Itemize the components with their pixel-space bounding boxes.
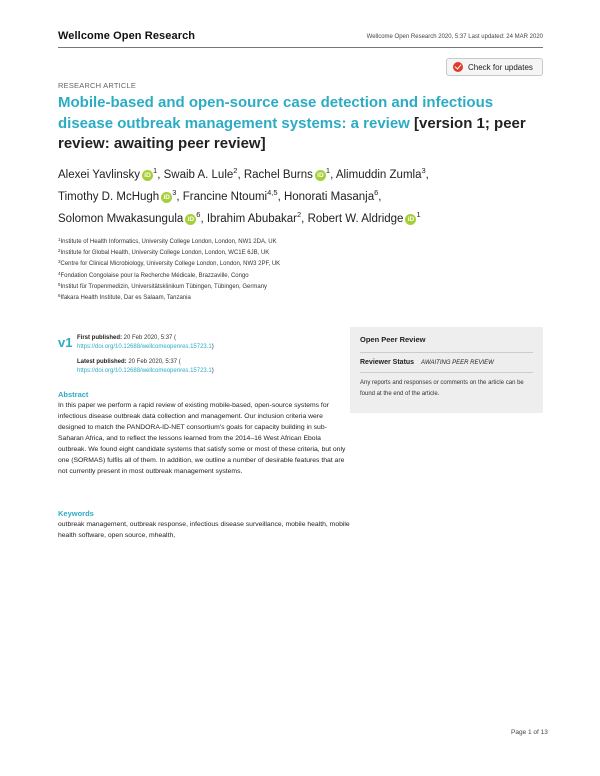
journal-brand: Wellcome Open Research [58,30,196,42]
header-meta: Wellcome Open Research 2020, 5:37 Last updated: 24 MAR 2020 [366,34,543,40]
title-main: Mobile-based and open-source case detection and infectious disease outbreak management systems: a review [58,94,494,132]
affiliation-num: 5 [58,281,61,287]
affiliation [58,248,280,259]
orcid-icon[interactable]: iD [161,192,172,203]
latest-published-doi-link[interactable]: https://doi.org/10.12688/wellcomeopenres.15723.1 [77,368,212,374]
author-affil: 2 [297,210,302,219]
opr-divider [360,352,533,353]
version-badge: v1 [58,335,73,350]
orcid-icon[interactable]: iD [405,214,416,225]
keywords-heading: Keywords [58,509,94,518]
author-affil: 4,5 [267,188,278,197]
author-name: Francine Ntoumi [182,191,268,203]
check-updates-icon [453,62,463,72]
publication-info [77,334,214,382]
opr-divider [360,372,533,373]
article-type: RESEARCH ARTICLE [58,81,137,90]
open-peer-review-box [350,327,543,413]
abstract-heading: Abstract [58,390,89,399]
author-affil: 2 [233,166,238,175]
author-name: Rachel Burns [243,169,313,181]
affiliation-text: Fondation Congolaise pour la Recherche Médicale, Brazzaville, Congo [60,272,249,279]
first-published-doi-link[interactable]: https://doi.org/10.12688/wellcomeopenres.15723.1 [77,344,212,350]
author-list: Alexei Yavlinsky $iD^1$, Swaib A. Lule$^2$, Rachel Burns $iD^1$, Alimuddin Zumla$^3$, Timothy D. McHugh $iD^3$, Francine Ntoumi$^{4,5}$, Honorati Masanja$^6$, Solomon Mwakasungula $iD^6$, Ibrahim Abubakar$^2$, Robert W. Aldridge $iD^1$ [58,166,429,225]
latest-published-value: 20 Feb 2020, 5:37 ( [128,359,181,365]
reviewer-status-label: Reviewer Status [360,359,415,366]
author-affil: 3 [172,188,177,197]
author-name: Solomon Mwakasungula [58,213,184,225]
affiliation-text: Institute of Health Informatics, University College London, London, NW1 2DA, UK [60,239,277,245]
orcid-icon[interactable]: iD [315,170,326,181]
affiliation [58,259,280,270]
affiliation-text: Centre for Clinical Microbiology, University College London, London, NW3 2PF, UK [60,261,281,268]
check-for-updates-button[interactable] [446,58,543,76]
affiliation [58,282,280,293]
check-updates-label: Check for updates [468,62,533,72]
header-divider [58,47,543,48]
title-version: [version 1; peer review: awaiting peer review] [58,114,526,152]
article-title [58,93,548,155]
reviewer-status-value: AWAITING PEER REVIEW [421,360,494,366]
latest-published-label: Latest published: [77,359,127,365]
first-published-label: First published: [77,335,122,341]
affiliation [58,293,280,304]
paren: ) [211,344,214,350]
author-name: Alimuddin Zumla [335,169,422,181]
first-published [77,334,214,352]
author-affil: 6 [374,188,379,197]
opr-title: Open Peer Review [360,335,426,344]
orcid-icon[interactable]: iD [142,170,153,181]
author-name: Robert W. Aldridge [307,213,404,225]
affiliation-list [58,237,280,304]
author-affil: 1 [325,166,331,175]
first-published-value: 20 Feb 2020, 5:37 ( [123,335,177,341]
affiliation-text: Institut für Tropenmedizin, Universitätsklinikum Tübingen, Tübingen, Germany [60,283,268,290]
abstract-text: In this paper we perform a rapid review of existing mobile-based, open-source systems for infectious disease outbreak data collection and management. Our inclusion criteria were designed to match the PANDORA-ID-NET consortium's goals for capacity building in sub-Saharan Africa, and to reflect the lessons learned from the 2014–16 West African Ebola outbreak. We found eight candidate systems that satisfy some or most of these criteria, but only one (SORMAS) fulfils all of them. In addition, we outline a number of desirable features that are not currently present in most outbreak management systems. [58,402,346,475]
affiliation-text: Institute for Global Health, University College London, London, WC1E 6JB, UK [60,250,270,257]
affiliation-num: 1 [58,237,61,242]
author-affil: 1 [153,166,158,175]
affiliation [58,271,280,282]
author-affil: 6 [196,210,201,219]
opr-note: Any reports and responses or comments on the article can be found at the end of the article. [360,380,524,397]
author-name: Swaib A. Lule [163,169,234,181]
page-number: Page 1 of 13 [511,729,548,736]
author-affil: 3 [421,166,426,175]
affiliation-num: 4 [58,270,61,276]
author-name: Alexei Yavlinsky [58,169,141,181]
latest-published [77,358,214,376]
orcid-icon[interactable]: iD [185,214,196,225]
affiliation-num: 3 [58,259,61,265]
author-name: Timothy D. McHugh [58,191,160,203]
affiliation-num: 6 [58,293,61,299]
affiliation-text: Ifakara Health Institute, Dar es Salaam, Tanzania [60,295,191,302]
author-name: Honorati Masanja [283,191,375,203]
keywords-text: outbreak management, outbreak response, infectious disease surveillance, mobile health, mobile health software, open source, mhealth, [58,521,350,539]
paren: ) [211,368,214,374]
author-name: Ibrahim Abubakar [206,213,297,225]
author-affil: 1 [416,210,421,219]
affiliation [58,237,280,248]
affiliation-num: 2 [58,248,61,254]
reviewer-status [360,359,533,366]
